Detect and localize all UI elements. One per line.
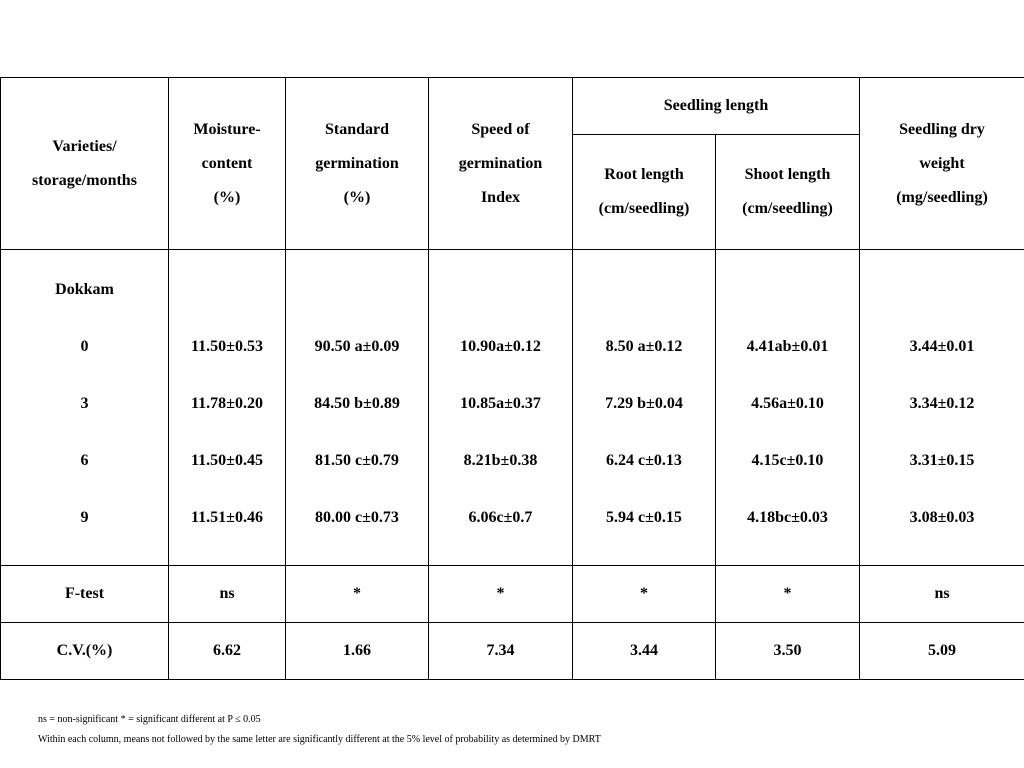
- header-shoot: [716, 135, 860, 250]
- header-germination: [286, 78, 429, 250]
- ftest-cell: ns: [169, 566, 286, 623]
- header-row-1: [1, 78, 1024, 135]
- speed-cell: 10.90a±0.12: [460, 338, 541, 355]
- moisture-cell: 11.50±0.45: [191, 452, 263, 469]
- footnotes: [38, 710, 601, 750]
- header-seedling-length: [573, 78, 860, 135]
- root-cell: 5.94 c±0.15: [606, 509, 682, 526]
- germination-cell: 80.00 c±0.73: [315, 509, 399, 526]
- header-germination-line2: germination: [315, 154, 399, 172]
- header-seedling-length-label: Seedling length: [663, 97, 769, 114]
- cv-cell: 3.44: [573, 623, 716, 680]
- moisture-cell: 11.51±0.46: [191, 509, 263, 526]
- header-root-line2: (cm/seedling): [598, 200, 690, 217]
- shoot-cell: 4.15c±0.10: [751, 452, 824, 469]
- blank-cell: [286, 280, 428, 337]
- dry-cell: 3.08±0.03: [909, 509, 975, 526]
- header-speed-line3: Index: [480, 188, 521, 206]
- header-shoot-line2: (cm/seedling): [742, 200, 833, 217]
- ftest-cell: *: [573, 566, 716, 623]
- blank-cell: [429, 280, 572, 337]
- col-shoot: [716, 250, 860, 566]
- speed-cell: 8.21b±0.38: [463, 452, 538, 469]
- header-root-line1: Root length: [604, 166, 684, 183]
- footnote-significance: ns = non-significant * = significant different at P ≤ 0.05: [38, 714, 261, 725]
- header-moisture-line2: content: [201, 154, 253, 172]
- blank-cell: [860, 280, 1024, 337]
- germination-cell: 81.50 c±0.79: [315, 452, 399, 469]
- header-root: [573, 135, 716, 250]
- header-dry-line3: (mg/seedling): [896, 188, 988, 206]
- col-varieties: [1, 250, 169, 566]
- header-moisture: [169, 78, 286, 250]
- month-cell: 0: [80, 338, 89, 355]
- month-cell: 3: [80, 395, 89, 412]
- data-table: [0, 77, 1024, 680]
- blank-cell: [716, 280, 859, 337]
- cv-cell: 6.62: [169, 623, 286, 680]
- germination-cell: 84.50 b±0.89: [314, 395, 400, 412]
- cv-row: [1, 623, 1024, 680]
- header-varieties: [1, 78, 169, 250]
- cv-cell: 3.50: [716, 623, 860, 680]
- moisture-cell: 11.50±0.53: [191, 338, 263, 355]
- header-moisture-line1: Moisture-: [193, 120, 261, 138]
- ftest-row: [1, 566, 1024, 623]
- header-dry-line1: Seedling dry: [899, 120, 985, 138]
- header-varieties-line1: Varieties/: [52, 137, 117, 155]
- blank-cell: [573, 280, 715, 337]
- header-germination-line3: (%): [343, 188, 371, 206]
- col-germination: [286, 250, 429, 566]
- cv-cell: 1.66: [286, 623, 429, 680]
- footnote-dmrt: Within each column, means not followed by the same letter are significantly different at the 5% level of probability as determined by DMRT: [38, 734, 601, 745]
- dry-cell: 3.44±0.01: [909, 338, 975, 355]
- col-speed: [429, 250, 573, 566]
- ftest-label: F-test: [1, 566, 169, 623]
- header-moisture-line3: (%): [213, 188, 241, 206]
- ftest-cell: *: [429, 566, 573, 623]
- header-dry-weight: [860, 78, 1024, 250]
- cv-label: C.V.(%): [1, 623, 169, 680]
- cv-cell: 7.34: [429, 623, 573, 680]
- month-cell: 6: [80, 452, 89, 469]
- dry-cell: 3.31±0.15: [909, 452, 975, 469]
- germination-cell: 90.50 a±0.09: [314, 338, 400, 355]
- shoot-cell: 4.18bc±0.03: [747, 509, 828, 526]
- header-speed: [429, 78, 573, 250]
- cv-cell: 5.09: [860, 623, 1024, 680]
- body-row: [1, 250, 1024, 566]
- header-speed-line2: germination: [458, 154, 543, 172]
- header-dry-line2: weight: [919, 154, 965, 172]
- col-dry: [860, 250, 1024, 566]
- blank-cell: [169, 280, 285, 337]
- speed-cell: 6.06c±0.7: [468, 509, 533, 526]
- month-cell: 9: [80, 509, 89, 526]
- shoot-cell: 4.56a±0.10: [751, 395, 824, 412]
- root-cell: 8.50 a±0.12: [605, 338, 683, 355]
- header-varieties-line2: storage/months: [32, 171, 137, 189]
- speed-cell: 10.85a±0.37: [460, 395, 541, 412]
- dry-cell: 3.34±0.12: [909, 395, 975, 412]
- header-germination-line1: Standard: [324, 120, 390, 138]
- header-shoot-line1: Shoot length: [744, 166, 831, 183]
- moisture-cell: 11.78±0.20: [191, 395, 263, 412]
- ftest-cell: ns: [860, 566, 1024, 623]
- variety-name: Dokkam: [55, 281, 114, 298]
- header-speed-line1: Speed of: [471, 120, 530, 138]
- shoot-cell: 4.41ab±0.01: [746, 338, 829, 355]
- ftest-cell: *: [716, 566, 860, 623]
- root-cell: 6.24 c±0.13: [606, 452, 682, 469]
- col-moisture: [169, 250, 286, 566]
- ftest-cell: *: [286, 566, 429, 623]
- col-root: [573, 250, 716, 566]
- root-cell: 7.29 b±0.04: [605, 395, 683, 412]
